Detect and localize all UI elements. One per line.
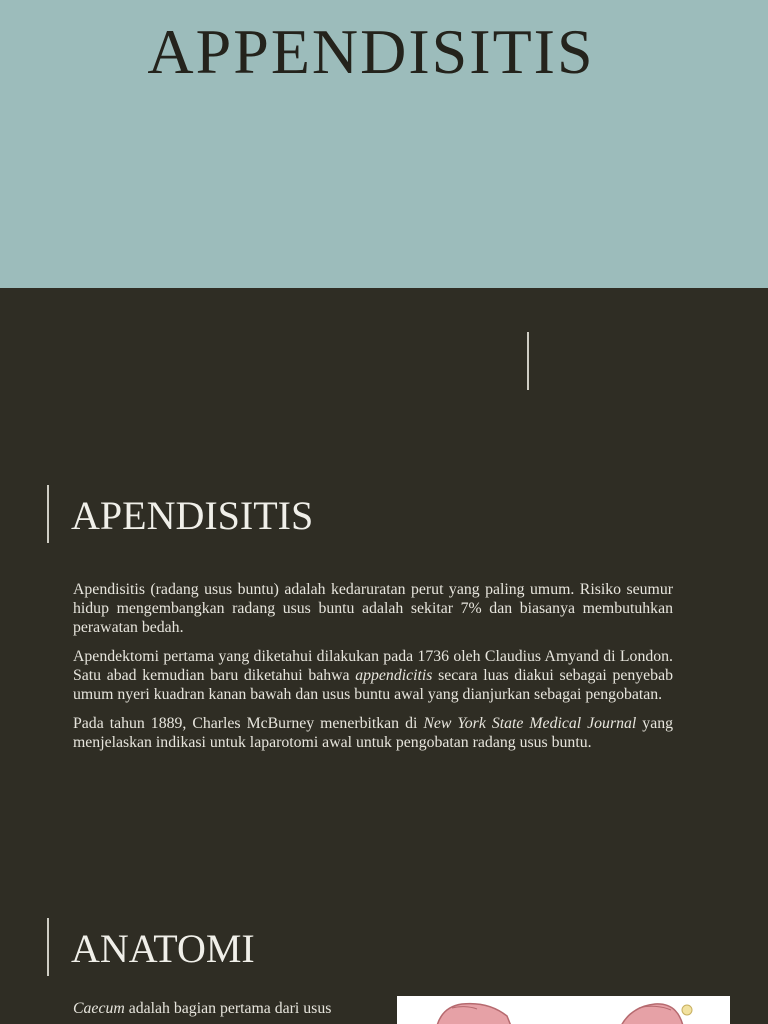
intestine-illustration — [397, 996, 730, 1024]
paragraph: Apendektomi pertama yang diketahui dilakukan pada 1736 oleh Claudius Amyand di London. Satu abad kemudian baru diketahui bahwa appendicitis secara luas diakui sebagai penyebab umum nyeri kuadran kanan bawah dan usus buntu awal yang dianjurkan sebagai pengobatan. — [73, 648, 673, 703]
journal-title: New York State Medical Journal — [423, 715, 637, 732]
italic-term: Caecum — [73, 1000, 125, 1017]
section-accent-bar — [47, 918, 49, 976]
anatomy-description: Caecum adalah bagian pertama dari usus — [73, 1000, 332, 1017]
section-body — [73, 580, 673, 762]
italic-term: appendicitis — [355, 667, 433, 684]
section-accent-bar — [47, 485, 49, 543]
title-slide — [0, 0, 768, 288]
anatomy-illustration — [397, 996, 730, 1024]
paragraph: Apendisitis (radang usus buntu) adalah kedaruratan perut yang paling umum. Risiko seumur hidup mengembangkan radang usus buntu adalah sekitar 7% dan biasanya membutuhkan perawatan bedah. — [73, 581, 673, 636]
decorative-divider — [527, 332, 529, 390]
paragraph: Pada tahun 1889, Charles McBurney menerbitkan di New York State Medical Journal yang menjelaskan indikasi untuk laparotomi awal untuk pengobatan radang usus buntu. — [73, 715, 673, 751]
section-heading: ANATOMI — [71, 926, 255, 971]
section-heading: APENDISITIS — [71, 493, 314, 538]
slide-title: APPENDISITIS — [147, 16, 595, 87]
